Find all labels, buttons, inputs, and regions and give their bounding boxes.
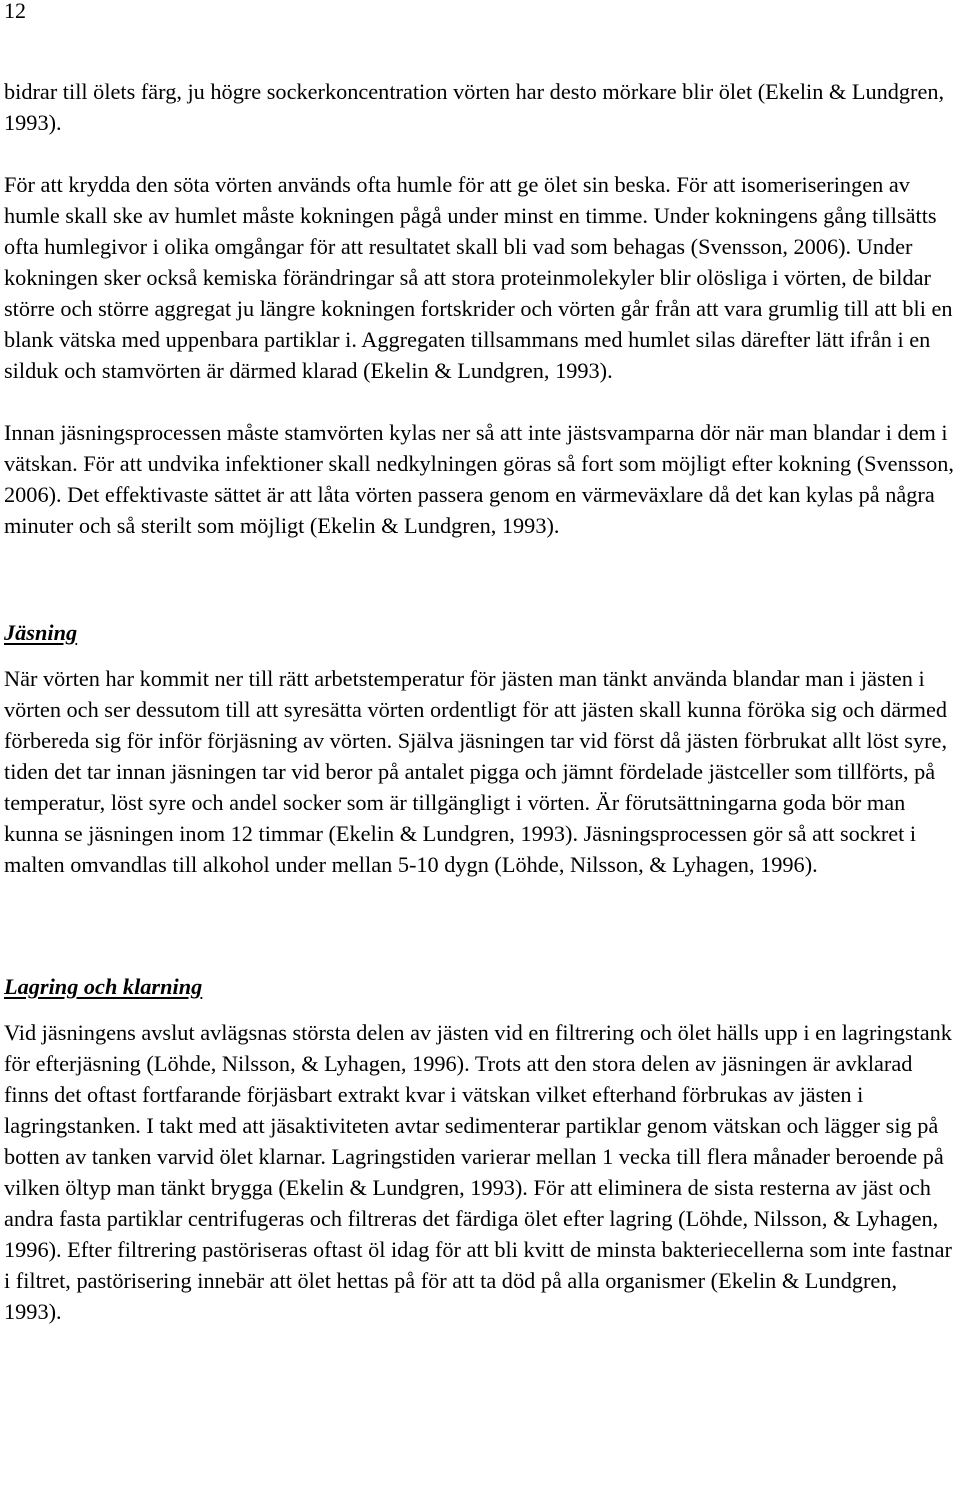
paragraph-storage-clarification: Vid jäsningens avslut avlägsnas största delen av jästen vid en filtrering och ölet hälls upp i en lagringstank för efterjäsning (Löhde, Nilsson, & Lyhagen, 1996). Trots att den stora delen av jäsningen är avklarad finns det oftast fortfarande förjäsbart extrakt kvar i vätskan vilket efterhand förbrukas av jästen i lagringstanken. I takt med att jäsaktiviteten avtar sedimenterar partiklar genom vätskan och lägger sig på botten av tanken varvid ölet klarnar. Lagringstiden varierar mellan 1 vecka till flera månader beroende på vilken öltyp man tänkt brygga (Ekelin & Lundgren, 1993). För att eliminera de sista resterna av jäst och andra fasta partiklar centrifugeras och filtreras det färdiga ölet efter lagring (Löhde, Nilsson, & Lyhagen, 1996). Efter filtrering pastöriseras oftast öl idag för att bli kvitt de minsta bakteriecellerna som inte fastnar i filtret, pastörisering innebär att ölet hettas på för att ta död på alla organismer (Ekelin & Lundgren, 1993). (4, 1020, 952, 1324)
paragraph-cooling: Innan jäsningsprocessen måste stamvörten kylas ner så att inte jästsvamparna dör när man blandar i dem i vätskan. För att undvika infektioner skall nedkylningen göras så fort som möjligt efter kokning (Svensson, 2006). Det effektivaste sättet är att låta vörten passera genom en värmeväxlare då det kan kylas på några minuter och så sterilt som möjligt (Ekelin & Lundgren, 1993). (4, 420, 954, 538)
page-number: 12 (4, 0, 26, 23)
heading-fermentation: Jäsning (4, 620, 78, 645)
document-body (4, 76, 958, 1327)
heading-storage-clarification: Lagring och klarning (4, 974, 203, 999)
paragraph-color: bidrar till ölets färg, ju högre sockerkoncentration vörten har desto mörkare blir ölet (Ekelin & Lundgren, 1993). (4, 79, 945, 135)
paragraph-fermentation: När vörten har kommit ner till rätt arbetstemperatur för jästen man tänkt använda blandar man i jästen i vörten och ser dessutom till att syresätta vörten ordentligt för att jästen skall kunna föröka sig och därmed förbereda sig för inför förjäsning av vörten. Själva jäsningen tar vid först då jästen förbrukat allt löst syre, tiden det tar innan jäsningen tar vid beror på antalet pigga och jämnt fördelade jästceller som tillförts, på temperatur, löst syre och andel socker som är tillgängligt i vörten. Är förutsättningarna goda bör man kunna se jäsningen inom 12 timmar (Ekelin & Lundgren, 1993). Jäsningsprocessen gör så att sockret i malten omvandlas till alkohol under mellan 5-10 dygn (Löhde, Nilsson, & Lyhagen, 1996). (4, 666, 948, 877)
paragraph-hops-boiling: För att krydda den söta vörten används ofta humle för att ge ölet sin beska. För att isomeriseringen av humle skall ske av humlet måste kokningen pågå under minst en timme. Under kokningens gång tillsätts ofta humlegivor i olika omgångar för att resultatet skall bli vad som behagas (Svensson, 2006). Under kokningen sker också kemiska förändringar så att stora proteinmolekyler blir olösliga i vörten, de bildar större och större aggregat ju längre kokningen fortskrider och vörten går från att vara grumlig till att bli en blank vätska med uppenbara partiklar i. Aggregaten tillsammans med humlet silas därefter lätt ifrån i en silduk och stamvörten är därmed klarad (Ekelin & Lundgren, 1993). (4, 172, 953, 383)
